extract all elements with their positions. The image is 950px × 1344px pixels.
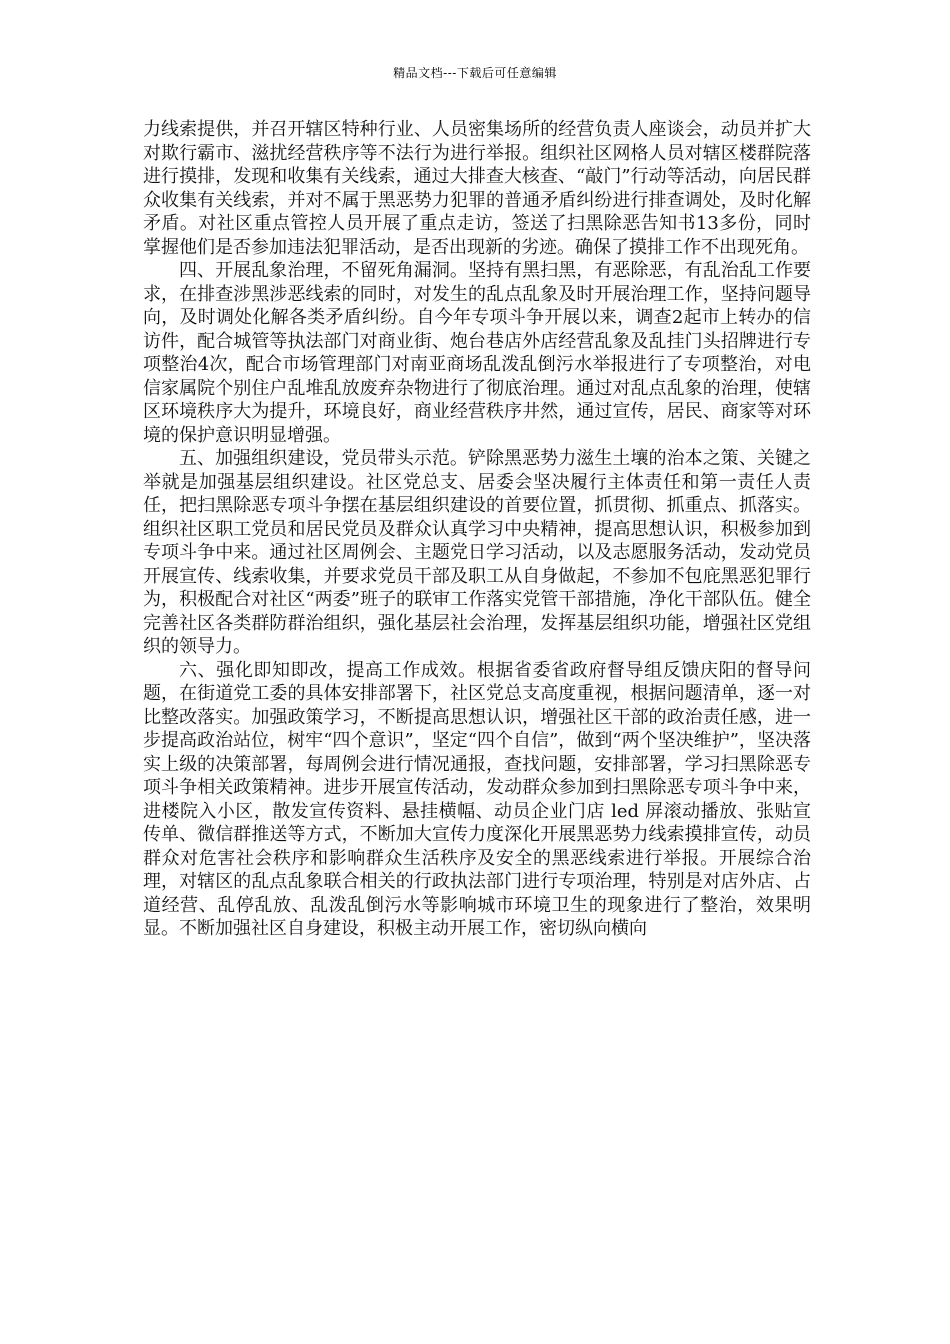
document-body — [143, 118, 811, 941]
paragraph-section-six: 六、强化即知即改，提高工作成效。根据省委省政府督导组反馈庆阳的督导问题，在街道党工委的具体安排部署下，社区党总支高度重视，根据问题清单，逐一对比整改落实。加强政策学习，不断提高思想认识，增强社区干部的政治责任感，进一步提高政治站位，树牢“四个意识”，坚定“四个自信”，做到“两个坚决维护”，坚决落实上级的决策部署，每周例会进行情况通报，查找问题，安排部署，学习扫黑除恶专项斗争相关政策精神。进步开展宣传活动，发动群众参加到扫黑除恶专项斗争中来，进楼院入小区，散发宣传资料、悬挂横幅、动员企业门店 led 屏滚动播放、张贴宣传单、微信群推送等方式，不断加大宣传力度深化开展黑恶势力线索摸排宣传，动员群众对危害社会秩序和影响群众生活秩序及安全的黑恶线索进行举报。开展综合治理，对辖区的乱点乱象联合相关的行政执法部门进行专项治理，特别是对店外店、占道经营、乱停乱放、乱泼乱倒污水等影响城市环境卫生的现象进行了整治，效果明显。不断加强社区自身建设，积极主动开展工作，密切纵向横向 — [143, 659, 811, 939]
page-header: 精品文档---下载后可任意编辑 — [393, 66, 557, 80]
paragraph-section-four: 四、开展乱象治理，不留死角漏洞。坚持有黑扫黑，有恶除恶，有乱治乱工作要求，在排查涉黑涉恶线索的同时，对发生的乱点乱象及时开展治理工作，坚持问题导向，及时调处化解各类矛盾纠纷。自今年专项斗争开展以来，调查2起市上转办的信访件，配合城管等执法部门对商业街、炮台巷店外店经营乱象及乱挂门头招牌进行专项整治4次，配合市场管理部门对南亚商场乱泼乱倒污水举报进行了专项整治，对电信家属院个别住户乱堆乱放废弃杂物进行了彻底治理。通过对乱点乱象的治理，使辖区环境秩序大为提升，环境良好，商业经营秩序井然，通过宣传，居民、商家等对环境的保护意识明显增强。 — [143, 260, 811, 446]
paragraph-continuation: 力线索提供，并召开辖区特种行业、人员密集场所的经营负责人座谈会，动员并扩大对欺行霸市、滋扰经营秩序等不法行为进行举报。组织社区网格人员对辖区楼群院落进行摸排，发现和收集有关线索，通过大排查大核查、“敲门”行动等活动，向居民群众收集有关线索，并对不属于黑恶势力犯罪的普通矛盾纠纷进行排查调处，及时化解矛盾。对社区重点管控人员开展了重点走访，签送了扫黑除恶告知书13多份，同时掌握他们是否参加违法犯罪活动，是否出现新的劣迹。确保了摸排工作不出现死角。 — [143, 119, 811, 258]
paragraph-section-five: 五、加强组织建设，党员带头示范。铲除黑恶势力滋生土壤的治本之策、关键之举就是加强基层组织建设。社区党总支、居委会坚决履行主体责任和第一责任人责任，把扫黑除恶专项斗争摆在基层组织建设的首要位置，抓贯彻、抓重点、抓落实。组织社区职工党员和居民党员及群众认真学习中央精神，提高思想认识，积极参加到专项斗争中来。通过社区周例会、主题党日学习活动，以及志愿服务活动，发动党员开展宣传、线索收集，并要求党员干部及职工从自身做起，不参加不包庇黑恶犯罪行为，积极配合对社区“两委”班子的联审工作落实党管干部措施，净化干部队伍。健全完善社区各类群防群治组织，强化基层社会治理，发挥基层组织功能，增强社区党组织的领导力。 — [143, 448, 811, 657]
